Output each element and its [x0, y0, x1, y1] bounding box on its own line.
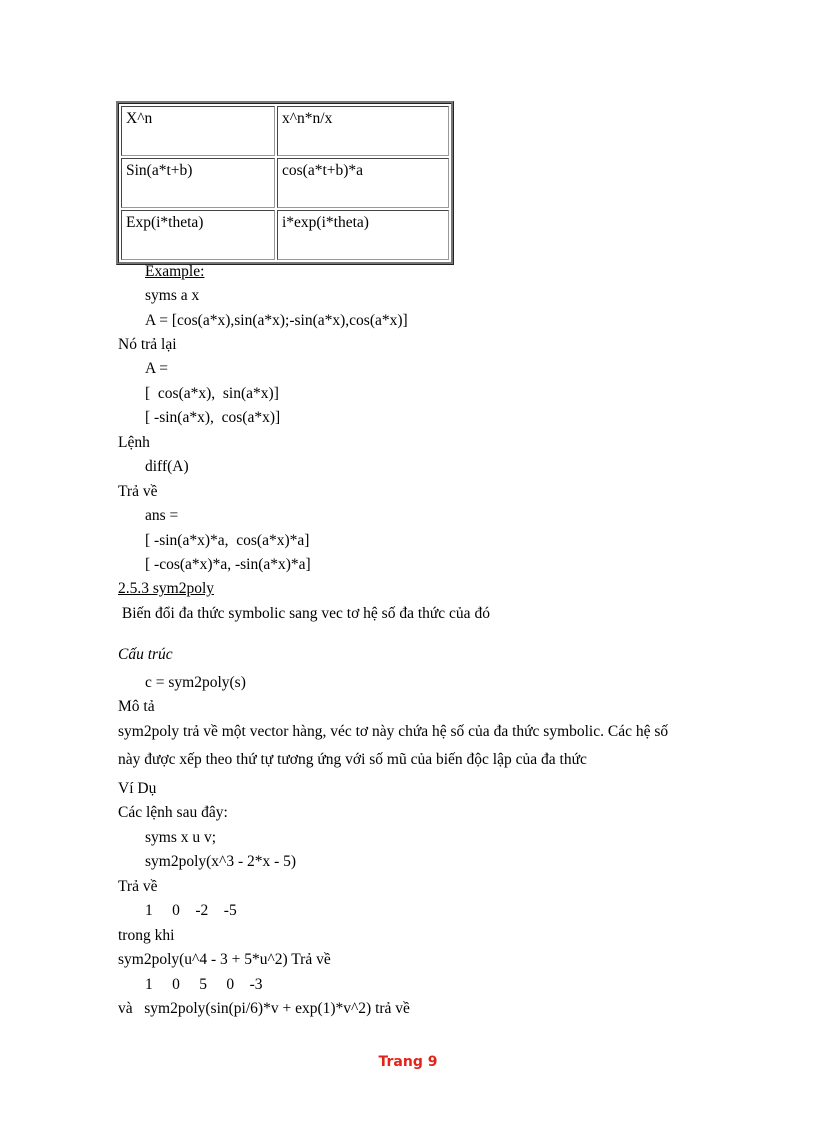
- code-line: syms x u v;: [145, 829, 217, 846]
- section-heading: 2.5.3 sym2poly: [118, 580, 215, 597]
- table-cell: cos(a*t+b)*a: [277, 158, 449, 208]
- table-cell: X^n: [121, 106, 275, 156]
- code-line: diff(A): [145, 458, 189, 475]
- code-line: syms a x: [145, 287, 200, 304]
- syntax-line: c = sym2poly(s): [145, 674, 246, 691]
- text-line: Trả về: [118, 483, 158, 500]
- table-cell: i*exp(i*theta): [277, 210, 449, 260]
- output-line: 1 0 -2 -5: [145, 902, 237, 919]
- table-row: [121, 158, 449, 208]
- table-cell: Exp(i*theta): [121, 210, 275, 260]
- table-row: [121, 210, 449, 260]
- table-row: [121, 106, 449, 156]
- output-line: [ -sin(a*x)*a, cos(a*x)*a]: [145, 532, 310, 549]
- text-line: trong khi: [118, 927, 175, 944]
- output-line: [ cos(a*x), sin(a*x)]: [145, 385, 279, 402]
- output-line: 1 0 5 0 -3: [145, 976, 263, 993]
- output-line: [ -sin(a*x), cos(a*x)]: [145, 409, 281, 426]
- output-line: A =: [145, 360, 168, 377]
- text-line: Mô tả: [118, 698, 155, 715]
- output-line: ans =: [145, 507, 179, 524]
- table-cell: x^n*n/x: [277, 106, 449, 156]
- code-line: sym2poly(u^4 - 3 + 5*u^2) Trả về: [118, 951, 331, 968]
- output-line: [ -cos(a*x)*a, -sin(a*x)*a]: [145, 556, 311, 573]
- description-text: này được xếp theo thứ tự tương ứng với số mũ của biến độc lập của đa thức: [118, 751, 587, 768]
- page-number: Trang 9: [378, 1054, 438, 1070]
- text-line: Trả về: [118, 878, 158, 895]
- text-line: Ví Dụ: [118, 780, 157, 797]
- code-line: sym2poly(x^3 - 2*x - 5): [145, 853, 297, 870]
- code-line: A = [cos(a*x),sin(a*x);-sin(a*x),cos(a*x)]: [145, 312, 408, 329]
- description-text: sym2poly trả về một vector hàng, véc tơ này chứa hệ số của đa thức symbolic. Các hệ số: [118, 723, 669, 740]
- structure-label: Cấu trúc: [118, 646, 173, 663]
- section-description: Biến đổi đa thức symbolic sang vec tơ hệ số đa thức của đó: [118, 605, 490, 622]
- code-line: và sym2poly(sin(pi/6)*v + exp(1)*v^2) trả về: [118, 1000, 410, 1017]
- table-cell: Sin(a*t+b): [121, 158, 275, 208]
- derivative-table: [116, 101, 454, 265]
- text-line: Các lệnh sau đây:: [118, 804, 228, 821]
- text-line: Lệnh: [118, 434, 150, 451]
- text-line: Nó trả lại: [118, 336, 177, 353]
- example-label: Example:: [145, 263, 205, 280]
